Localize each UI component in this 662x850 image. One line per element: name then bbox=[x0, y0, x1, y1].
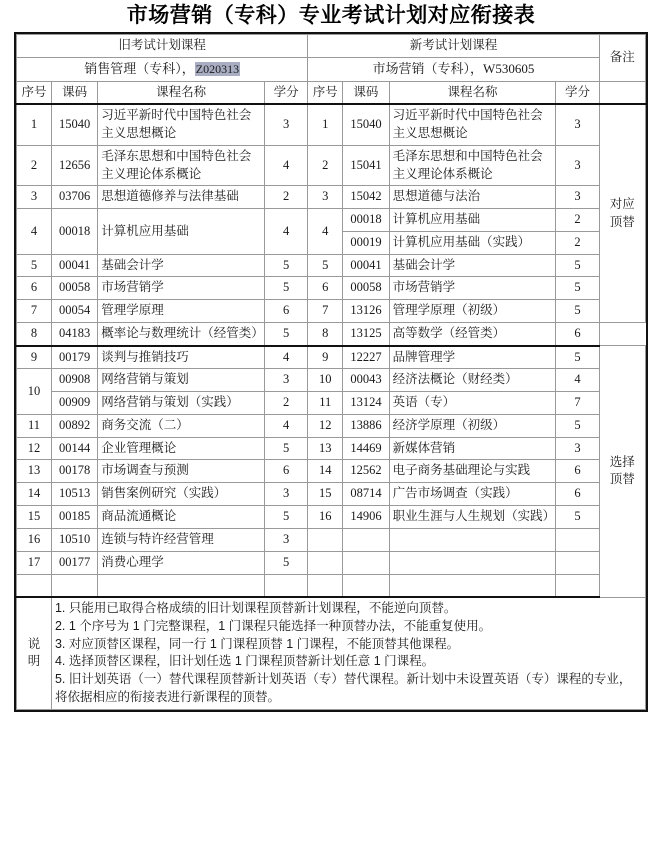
new-no: 13 bbox=[308, 437, 343, 460]
new-name: 基础会计学 bbox=[389, 254, 556, 277]
table-column-header-row bbox=[17, 81, 646, 104]
old-name: 销售案例研究（实践） bbox=[98, 483, 265, 506]
new-no: 3 bbox=[308, 186, 343, 209]
new-code: 15041 bbox=[343, 145, 389, 186]
old-code: 15040 bbox=[51, 104, 97, 145]
new-no: 6 bbox=[308, 277, 343, 300]
old-code: 12656 bbox=[51, 145, 97, 186]
old-credit-empty bbox=[265, 574, 308, 597]
new-no: 11 bbox=[308, 392, 343, 415]
new-code: 14906 bbox=[343, 505, 389, 528]
old-no: 16 bbox=[17, 528, 52, 551]
page-title: 市场营销（专科）专业考试计划对应衔接表 bbox=[126, 3, 536, 27]
old-name: 消费心理学 bbox=[98, 551, 265, 574]
old-code: 00144 bbox=[51, 437, 97, 460]
new-code: 13126 bbox=[343, 300, 389, 323]
new-no-empty bbox=[308, 528, 343, 551]
old-name-empty bbox=[98, 574, 265, 597]
old-no-empty bbox=[17, 574, 52, 597]
new-code: 00043 bbox=[343, 369, 389, 392]
new-credit: 3 bbox=[556, 437, 599, 460]
new-no: 2 bbox=[308, 145, 343, 186]
old-name: 基础会计学 bbox=[98, 254, 265, 277]
old-code: 04183 bbox=[51, 322, 97, 345]
old-credit: 5 bbox=[265, 551, 308, 574]
old-no: 8 bbox=[17, 322, 52, 345]
new-credit: 7 bbox=[556, 392, 599, 415]
table-row bbox=[17, 254, 646, 277]
new-code: 13124 bbox=[343, 392, 389, 415]
new-code: 00041 bbox=[343, 254, 389, 277]
remark-optional bbox=[599, 346, 645, 598]
old-no: 3 bbox=[17, 186, 52, 209]
new-credit: 6 bbox=[556, 483, 599, 506]
old-plan-identifier bbox=[17, 57, 308, 81]
old-no: 1 bbox=[17, 104, 52, 145]
new-credit: 5 bbox=[556, 277, 599, 300]
table-row bbox=[17, 186, 646, 209]
old-credit: 4 bbox=[265, 209, 308, 255]
new-name: 电子商务基础理论与实践 bbox=[389, 460, 556, 483]
col-header-new-no: 序号 bbox=[308, 81, 343, 104]
new-name: 广告市场调查（实践） bbox=[389, 483, 556, 506]
old-name: 网络营销与策划（实践） bbox=[98, 392, 265, 415]
new-credit: 5 bbox=[556, 254, 599, 277]
old-no: 6 bbox=[17, 277, 52, 300]
old-name: 市场营销学 bbox=[98, 277, 265, 300]
old-name: 思想道德修养与法律基础 bbox=[98, 186, 265, 209]
old-credit: 5 bbox=[265, 277, 308, 300]
old-no: 10 bbox=[17, 369, 52, 415]
new-name: 计算机应用基础（实践） bbox=[389, 231, 556, 254]
old-code: 00177 bbox=[51, 551, 97, 574]
table-row bbox=[17, 369, 646, 392]
table-row bbox=[17, 551, 646, 574]
col-header-new-credit: 学分 bbox=[556, 81, 599, 104]
new-credit-empty bbox=[556, 551, 599, 574]
new-code: 08714 bbox=[343, 483, 389, 506]
notes-row bbox=[17, 597, 646, 709]
new-no: 10 bbox=[308, 369, 343, 392]
remark-line-1: 选择 bbox=[609, 454, 635, 469]
new-code: 00019 bbox=[343, 231, 389, 254]
new-name: 新媒体营销 bbox=[389, 437, 556, 460]
old-name: 毛泽东思想和中国特色社会主义理论体系概论 bbox=[98, 145, 265, 186]
old-code-empty bbox=[51, 574, 97, 597]
old-name: 谈判与推销技巧 bbox=[98, 346, 265, 369]
old-code: 00178 bbox=[51, 460, 97, 483]
new-name-empty bbox=[389, 528, 556, 551]
new-credit: 3 bbox=[556, 145, 599, 186]
table-plan-row bbox=[17, 57, 646, 81]
new-name-empty bbox=[389, 574, 556, 597]
remark-line-1: 对应 bbox=[609, 196, 635, 211]
table-row bbox=[17, 483, 646, 506]
new-name: 毛泽东思想和中国特色社会主义理论体系概论 bbox=[389, 145, 556, 186]
note-line: 3. 对应顶替区课程，同一行 1 门课程顶替 1 门课程，不能顶替其他课程。 bbox=[54, 636, 460, 651]
new-plan-identifier bbox=[308, 57, 599, 81]
col-header-new-code: 课码 bbox=[343, 81, 389, 104]
new-plan-band-header: 新考试计划课程 bbox=[308, 35, 599, 58]
new-name: 经济法概论（财经类） bbox=[389, 369, 556, 392]
new-no-empty bbox=[308, 574, 343, 597]
new-no-empty bbox=[308, 551, 343, 574]
new-name: 品牌管理学 bbox=[389, 346, 556, 369]
old-no: 9 bbox=[17, 346, 52, 369]
old-credit: 2 bbox=[265, 186, 308, 209]
old-code: 00909 bbox=[51, 392, 97, 415]
old-credit: 3 bbox=[265, 104, 308, 145]
new-credit: 5 bbox=[556, 505, 599, 528]
table-row bbox=[17, 460, 646, 483]
col-header-remark-spacer bbox=[599, 81, 645, 104]
old-no: 15 bbox=[17, 505, 52, 528]
col-header-new-name: 课程名称 bbox=[389, 81, 556, 104]
notes-label-line-1: 说 bbox=[27, 636, 41, 651]
notes-label-line-2: 明 bbox=[27, 654, 41, 669]
table-row bbox=[17, 322, 646, 345]
table-row bbox=[17, 104, 646, 145]
new-code: 00018 bbox=[343, 209, 389, 232]
old-credit: 2 bbox=[265, 392, 308, 415]
new-credit: 5 bbox=[556, 414, 599, 437]
new-name: 市场营销学 bbox=[389, 277, 556, 300]
new-credit-empty bbox=[556, 528, 599, 551]
new-code: 14469 bbox=[343, 437, 389, 460]
old-name: 商品流通概论 bbox=[98, 505, 265, 528]
new-credit: 5 bbox=[556, 300, 599, 323]
new-credit: 3 bbox=[556, 104, 599, 145]
course-mapping-table-wrapper bbox=[14, 32, 648, 712]
old-no: 5 bbox=[17, 254, 52, 277]
table-row bbox=[17, 300, 646, 323]
new-code-empty bbox=[343, 574, 389, 597]
old-code: 00054 bbox=[51, 300, 97, 323]
old-credit: 4 bbox=[265, 414, 308, 437]
old-name: 习近平新时代中国特色社会主义思想概论 bbox=[98, 104, 265, 145]
new-no: 15 bbox=[308, 483, 343, 506]
new-no: 12 bbox=[308, 414, 343, 437]
old-credit: 3 bbox=[265, 483, 308, 506]
old-credit: 4 bbox=[265, 346, 308, 369]
table-row-blank bbox=[17, 574, 646, 597]
old-name: 网络营销与策划 bbox=[98, 369, 265, 392]
new-no: 7 bbox=[308, 300, 343, 323]
table-row bbox=[17, 145, 646, 186]
old-name: 概率论与数理统计（经管类） bbox=[98, 322, 265, 345]
remark-line-2: 顶替 bbox=[609, 214, 635, 229]
old-credit: 6 bbox=[265, 460, 308, 483]
table-row bbox=[17, 414, 646, 437]
table-row bbox=[17, 528, 646, 551]
old-code: 00892 bbox=[51, 414, 97, 437]
new-name: 英语（专） bbox=[389, 392, 556, 415]
course-mapping-table bbox=[16, 34, 646, 710]
new-credit: 2 bbox=[556, 209, 599, 232]
old-name: 连锁与特许经营管理 bbox=[98, 528, 265, 551]
table-row bbox=[17, 277, 646, 300]
note-line: 1. 只能用已取得合格成绩的旧计划课程顶替新计划课程，不能逆向顶替。 bbox=[54, 601, 457, 616]
new-code: 12562 bbox=[343, 460, 389, 483]
new-no: 4 bbox=[308, 209, 343, 255]
new-name: 思想道德与法治 bbox=[389, 186, 556, 209]
old-code: 00185 bbox=[51, 505, 97, 528]
new-name: 习近平新时代中国特色社会主义思想概论 bbox=[389, 104, 556, 145]
old-credit: 4 bbox=[265, 145, 308, 186]
old-code: 00058 bbox=[51, 277, 97, 300]
old-no: 7 bbox=[17, 300, 52, 323]
notes-label bbox=[17, 597, 52, 709]
notes-body bbox=[51, 597, 645, 709]
table-row bbox=[17, 346, 646, 369]
table-row bbox=[17, 505, 646, 528]
new-credit: 3 bbox=[556, 186, 599, 209]
old-code: 00041 bbox=[51, 254, 97, 277]
new-no: 1 bbox=[308, 104, 343, 145]
old-credit: 5 bbox=[265, 254, 308, 277]
note-line: 5. 旧计划英语（一）替代课程顶替新计划英语（专）替代课程。新计划中未设置英语（专）课程的专业，将依据相应的衔接表进行新课程的顶替。 bbox=[54, 672, 632, 704]
table-row bbox=[17, 392, 646, 415]
old-plan-band-header: 旧考试计划课程 bbox=[17, 35, 308, 58]
new-name-empty bbox=[389, 551, 556, 574]
old-no: 11 bbox=[17, 414, 52, 437]
new-credit: 2 bbox=[556, 231, 599, 254]
old-no: 4 bbox=[17, 209, 52, 255]
new-code: 12227 bbox=[343, 346, 389, 369]
remark-corresponding bbox=[599, 104, 645, 322]
old-credit: 5 bbox=[265, 505, 308, 528]
new-credit: 4 bbox=[556, 369, 599, 392]
old-code: 03706 bbox=[51, 186, 97, 209]
table-band-row bbox=[17, 35, 646, 58]
new-no: 14 bbox=[308, 460, 343, 483]
new-name: 高等数学（经管类） bbox=[389, 322, 556, 345]
new-credit: 6 bbox=[556, 460, 599, 483]
remark-band-header: 备注 bbox=[599, 35, 645, 82]
new-name: 计算机应用基础 bbox=[389, 209, 556, 232]
old-name: 商务交流（二） bbox=[98, 414, 265, 437]
old-credit: 3 bbox=[265, 369, 308, 392]
new-no: 9 bbox=[308, 346, 343, 369]
table-row bbox=[17, 437, 646, 460]
new-name: 管理学原理（初级） bbox=[389, 300, 556, 323]
old-credit: 3 bbox=[265, 528, 308, 551]
old-plan-code-highlighted[interactable]: Z020313 bbox=[195, 61, 240, 76]
old-code: 10513 bbox=[51, 483, 97, 506]
new-name: 职业生涯与人生规划（实践） bbox=[389, 505, 556, 528]
new-credit: 6 bbox=[556, 322, 599, 345]
col-header-old-no: 序号 bbox=[17, 81, 52, 104]
old-no: 12 bbox=[17, 437, 52, 460]
new-credit-empty bbox=[556, 574, 599, 597]
old-credit: 5 bbox=[265, 322, 308, 345]
table-row bbox=[17, 209, 646, 232]
new-code: 15040 bbox=[343, 104, 389, 145]
new-code-empty bbox=[343, 528, 389, 551]
old-code: 00179 bbox=[51, 346, 97, 369]
col-header-old-code: 课码 bbox=[51, 81, 97, 104]
old-credit: 6 bbox=[265, 300, 308, 323]
old-plan-name: 销售管理（专科）， bbox=[84, 60, 195, 76]
new-no: 5 bbox=[308, 254, 343, 277]
old-name: 市场调查与预测 bbox=[98, 460, 265, 483]
new-code: 15042 bbox=[343, 186, 389, 209]
new-credit: 5 bbox=[556, 346, 599, 369]
col-header-old-name: 课程名称 bbox=[98, 81, 265, 104]
new-code: 00058 bbox=[343, 277, 389, 300]
old-name: 计算机应用基础 bbox=[98, 209, 265, 255]
old-code: 00908 bbox=[51, 369, 97, 392]
col-header-old-credit: 学分 bbox=[265, 81, 308, 104]
remark-line-2: 顶替 bbox=[609, 472, 635, 487]
old-no: 17 bbox=[17, 551, 52, 574]
old-credit: 5 bbox=[265, 437, 308, 460]
new-plan-name: 市场营销（专科），W530605 bbox=[372, 60, 535, 76]
note-line: 2. 1 个序号为 1 门完整课程，1 门课程只能选择一种顶替办法，不能重复使用。 bbox=[54, 618, 492, 633]
old-no: 13 bbox=[17, 460, 52, 483]
note-line: 4. 选择顶替区课程，旧计划任选 1 门课程顶替新计划任意 1 门课程。 bbox=[54, 654, 435, 669]
old-code: 10510 bbox=[51, 528, 97, 551]
new-no: 16 bbox=[308, 505, 343, 528]
new-name: 经济学原理（初级） bbox=[389, 414, 556, 437]
old-no: 2 bbox=[17, 145, 52, 186]
new-code: 13886 bbox=[343, 414, 389, 437]
new-code-empty bbox=[343, 551, 389, 574]
old-no: 14 bbox=[17, 483, 52, 506]
new-no: 8 bbox=[308, 322, 343, 345]
old-name: 管理学原理 bbox=[98, 300, 265, 323]
old-code: 00018 bbox=[51, 209, 97, 255]
new-code: 13125 bbox=[343, 322, 389, 345]
old-name: 企业管理概论 bbox=[98, 437, 265, 460]
